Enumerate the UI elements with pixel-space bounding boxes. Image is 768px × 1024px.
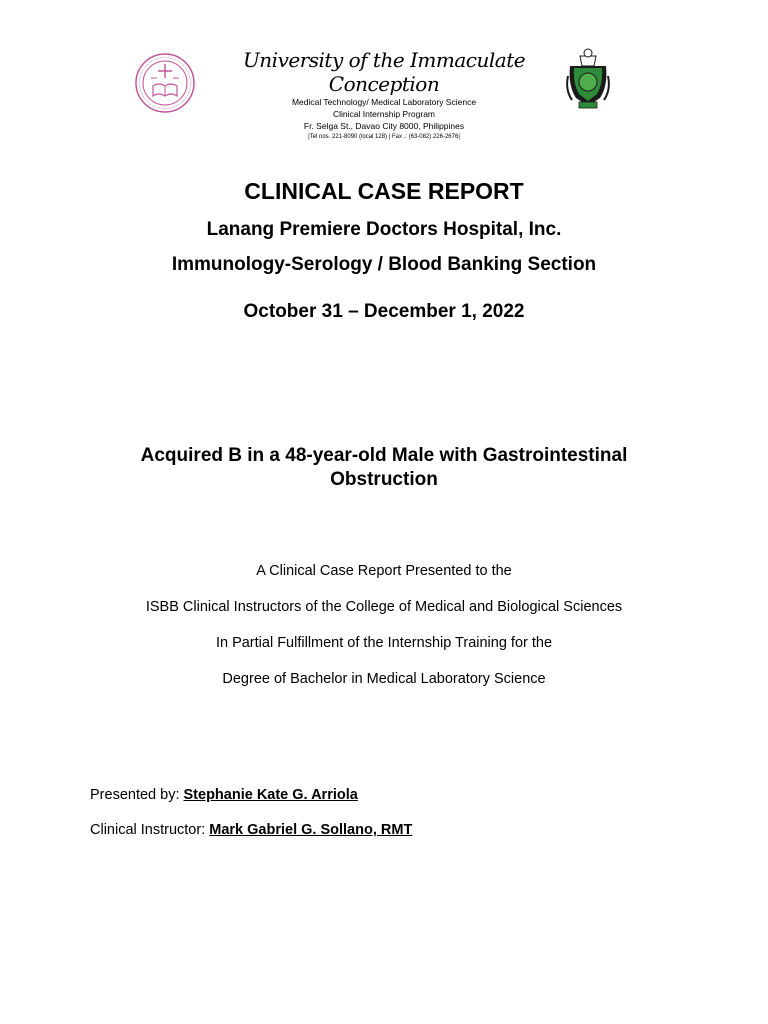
university-seal-icon — [134, 52, 196, 114]
presented-by-label: Presented by: — [90, 787, 184, 803]
university-name: University of the Immaculate Conception — [242, 48, 526, 96]
section-name: Immunology-Serology / Blood Banking Section — [171, 254, 597, 275]
letterhead — [0, 44, 768, 140]
report-dates: October 31 – December 1, 2022 — [243, 301, 525, 322]
department-crest-icon — [566, 46, 610, 112]
presentation-line: In Partial Fulfillment of the Internship Training for the — [215, 635, 553, 651]
program-line: Medical Technology/ Medical Laboratory Science — [291, 97, 477, 107]
presenter-name: Stephanie Kate G. Arriola — [183, 787, 358, 803]
case-title — [0, 444, 768, 492]
case-title-line: Acquired B in a 48-year-old Male with Gastrointestinal — [140, 445, 628, 466]
internship-line: Clinical Internship Program — [332, 109, 436, 119]
presented-by — [90, 787, 358, 803]
university-info — [200, 48, 568, 142]
presentation-line: Degree of Bachelor in Medical Laboratory Science — [222, 671, 546, 687]
presentation-line: A Clinical Case Report Presented to the — [256, 563, 512, 579]
clinical-instructor — [90, 822, 412, 838]
instructor-label: Clinical Instructor: — [90, 822, 210, 838]
report-title: CLINICAL CASE REPORT — [244, 178, 524, 204]
presentation-line: ISBB Clinical Instructors of the College of Medical and Biological Sciences — [145, 599, 623, 615]
instructor-name: Mark Gabriel G. Sollano, RMT — [209, 822, 413, 838]
contact-line: |Tel nos. 221-8090 (local 128) | Fax .: (63-082) 226-2676| — [308, 134, 460, 140]
hospital-name: Lanang Premiere Doctors Hospital, Inc. — [206, 219, 562, 240]
address-line: Fr. Selga St., Davao City 8000, Philippines — [303, 121, 465, 131]
case-title-line: Obstruction — [330, 469, 438, 490]
